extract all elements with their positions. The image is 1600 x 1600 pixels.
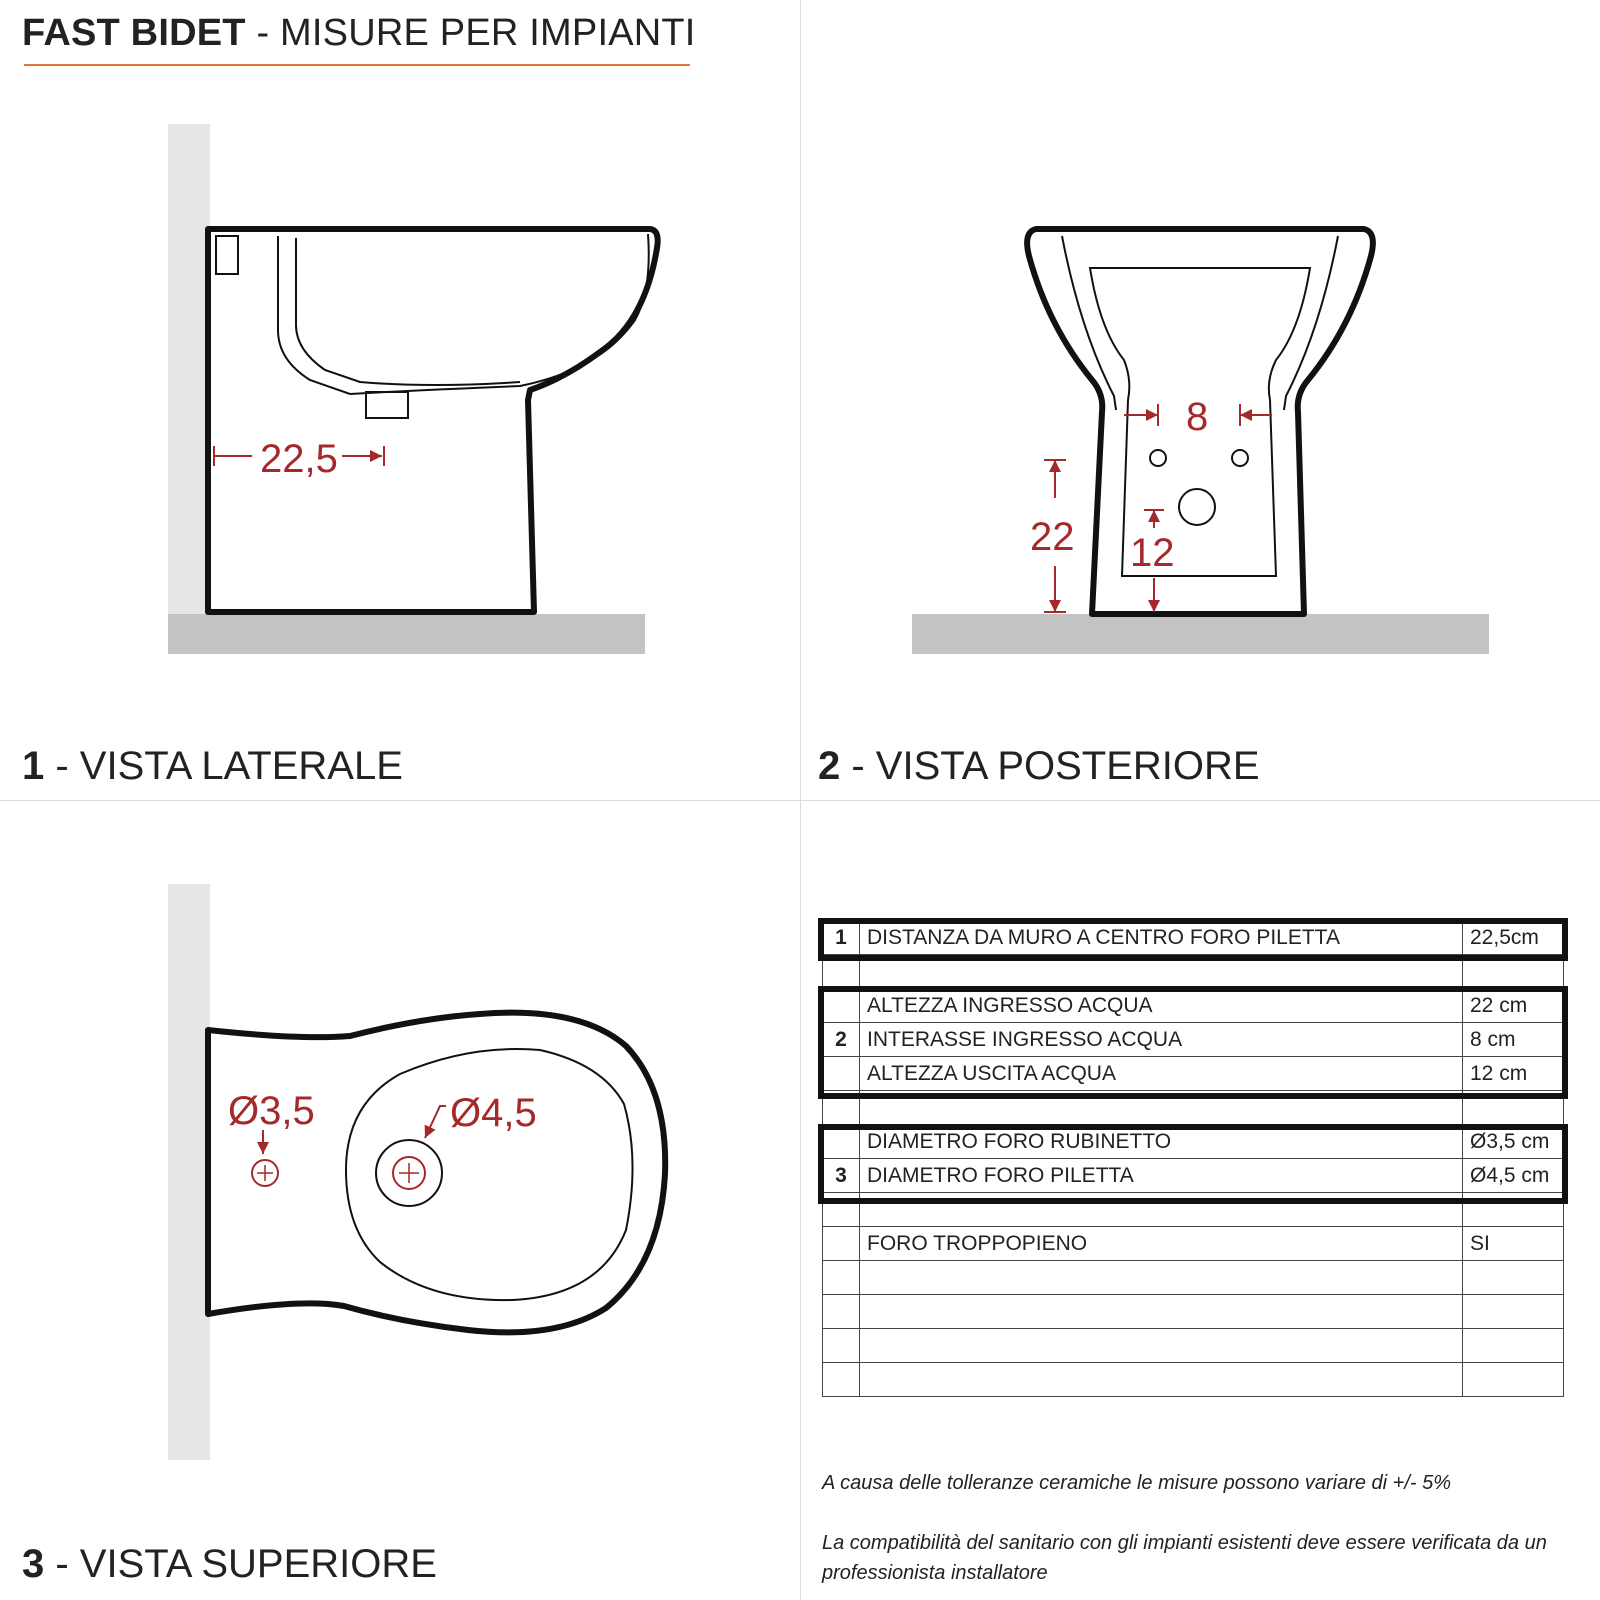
view-name: - VISTA POSTERIORE: [840, 744, 1260, 788]
table-row: [823, 1227, 1564, 1261]
compatibility-note: La compatibilità del sanitario con gli impianti esistenti deve essere verificata da un professionista installatore: [822, 1532, 1547, 1584]
floor-shape: [168, 614, 645, 654]
back-view-drawing: [912, 229, 1489, 654]
table-cell-label: DIAMETRO FORO PILETTA: [860, 1159, 1463, 1193]
table-cell-value: Ø4,5 cm: [1463, 1159, 1564, 1193]
table-cell-value: 22,5cm: [1463, 921, 1564, 955]
group-box-1: [818, 918, 1568, 961]
tolerance-note: A causa delle tolleranze ceramiche le misure possono variare di +/- 5%: [822, 1472, 1452, 1494]
table-row: [823, 1363, 1564, 1397]
table-cell-label: DISTANZA DA MURO A CENTRO FORO PILETTA: [860, 921, 1463, 955]
table-row: [823, 1295, 1564, 1329]
dimension-drain-hole: Ø4,5: [450, 1091, 537, 1135]
table-cell-value: [1463, 1295, 1564, 1329]
table-cell-group: 1: [823, 921, 860, 955]
table-cell-group: 2: [823, 1023, 860, 1057]
water-inlet-left: [1150, 450, 1166, 466]
table-cell-value: 22 cm: [1463, 989, 1564, 1023]
side-view-drawing: [168, 124, 658, 654]
table-cell-label: ALTEZZA USCITA ACQUA: [860, 1057, 1463, 1091]
table-cell-group: 3: [823, 1159, 860, 1193]
table-cell-label: [860, 1261, 1463, 1295]
table-cell-label: ALTEZZA INGRESSO ACQUA: [860, 989, 1463, 1023]
group-box-3: [818, 1124, 1568, 1204]
group-box-2: [818, 986, 1568, 1099]
dimension-inlet-height: 22: [1030, 515, 1075, 559]
table-cell-group: [823, 1295, 860, 1329]
table-cell-value: SI: [1463, 1227, 1564, 1261]
top-view-drawing: [168, 884, 665, 1460]
water-outlet: [1179, 489, 1215, 525]
table-cell-label: [860, 1363, 1463, 1397]
table-cell-label: INTERASSE INGRESSO ACQUA: [860, 1023, 1463, 1057]
dimension-interaxis: 8: [1186, 395, 1209, 439]
view-number: 3: [22, 1542, 45, 1586]
table-cell-group: [823, 1261, 860, 1295]
floor-shape: [912, 614, 1489, 654]
water-inlet-right: [1232, 450, 1248, 466]
wall-shape: [168, 884, 210, 1460]
title-subtitle: - MISURE PER IMPIANTI: [245, 12, 696, 54]
table-cell-value: [1463, 1329, 1564, 1363]
dimension-wall-distance: 22,5: [260, 437, 338, 481]
table-cell-value: 8 cm: [1463, 1023, 1564, 1057]
dimension-tap-hole: Ø3,5: [228, 1089, 315, 1133]
table-cell-group: [823, 1363, 860, 1397]
view-number: 2: [818, 744, 841, 788]
table-cell-value: Ø3,5 cm: [1463, 1125, 1564, 1159]
table-cell-label: FORO TROPPOPIENO: [860, 1227, 1463, 1261]
table-cell-value: [1463, 1363, 1564, 1397]
table-cell-group: [823, 1329, 860, 1363]
view-number: 1: [22, 744, 45, 788]
table-cell-value: [1463, 1261, 1564, 1295]
bidet-side-outline: [208, 229, 658, 612]
view-name: - VISTA SUPERIORE: [44, 1542, 437, 1586]
table-cell-label: [860, 1329, 1463, 1363]
table-cell-group: [823, 1227, 860, 1261]
table-cell-label: [860, 1295, 1463, 1329]
table-row: [823, 1261, 1564, 1295]
wall-shape: [168, 124, 210, 654]
title-product: FAST BIDET: [22, 12, 246, 54]
dimension-outlet-height: 12: [1130, 531, 1175, 575]
table-row: [823, 1329, 1564, 1363]
view-name: - VISTA LATERALE: [44, 744, 403, 788]
table-cell-label: DIAMETRO FORO RUBINETTO: [860, 1125, 1463, 1159]
table-cell-value: 12 cm: [1463, 1057, 1564, 1091]
